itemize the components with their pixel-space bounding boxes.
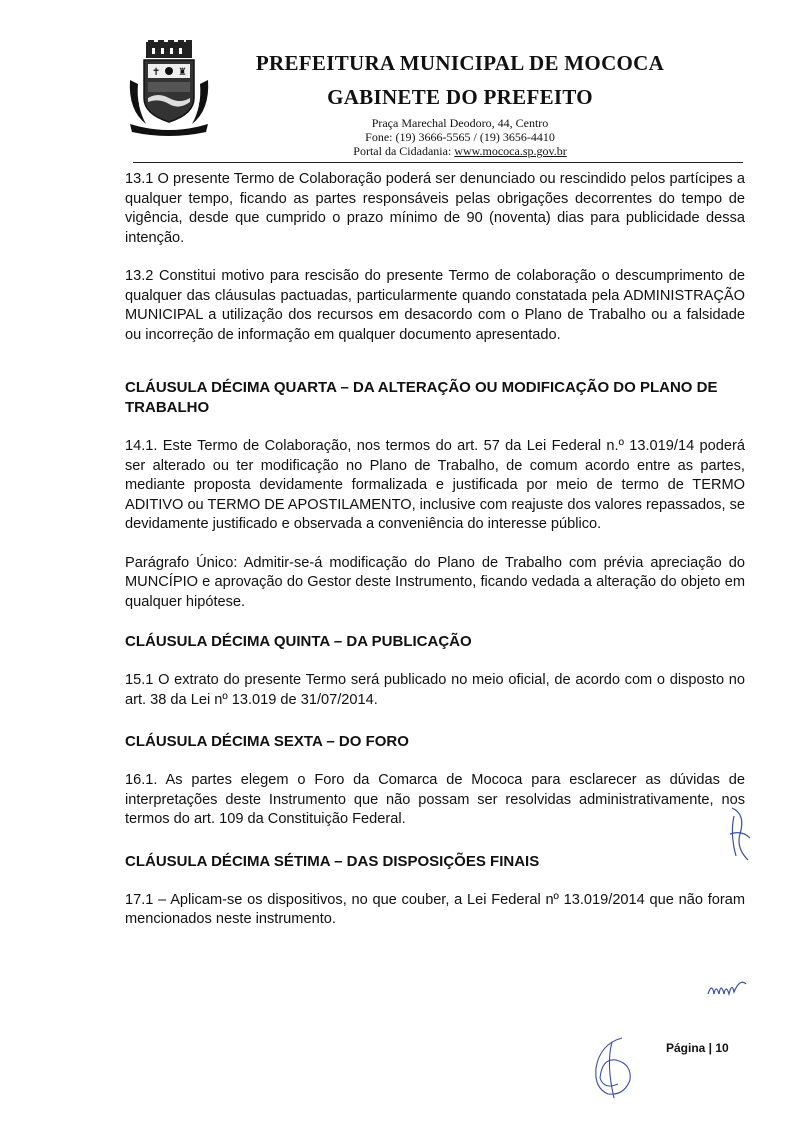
portal-label: Portal da Cidadania: <box>353 144 455 158</box>
margin-initial-signature <box>726 804 754 864</box>
portal-link[interactable]: www.mococa.sp.gov.br <box>454 144 567 158</box>
clause-17-1: 17.1 – Aplicam-se os dispositivos, no que couber, a Lei Federal nº 13.019/2014 que não foram mencionados neste instrumento. <box>125 891 745 927</box>
portal-line <box>225 144 695 158</box>
clause-13-1: 13.1 O presente Termo de Colaboração poderá ser denunciado ou rescindido pelos partícipes a qualquer tempo, ficando as partes responsáveis pelas obrigações decorrentes do tempo de vigência, desde que cumprido o prazo mínimo de 90 (noventa) dias para publicidade dessa intenção. <box>125 171 745 246</box>
municipal-crest-logo <box>126 40 212 138</box>
heading-clause-15: CLÁUSULA DÉCIMA QUINTA – DA PUBLICAÇÃO <box>125 633 472 650</box>
clause-13-2: 13.2 Constitui motivo para rescisão do presente Termo de colaboração o descumprimento de qualquer das cláusulas pactuadas, particularmente quando constatada pela ADMINISTRAÇÃO MUNICIPAL a utilização dos recursos em desacordo com o Plano de Trabalho ou a falsidade ou incorreção de informação em qualquer documento apresentado. <box>125 268 745 343</box>
phone-line: Fone: (19) 3666-5565 / (19) 3656-4410 <box>365 130 555 144</box>
page-number: Página | 10 <box>666 1041 729 1055</box>
handwritten-signature <box>588 1034 636 1100</box>
organization-name: PREFEITURA MUNICIPAL DE MOCOCA <box>255 51 665 75</box>
heading-clause-17: CLÁUSULA DÉCIMA SÉTIMA – DAS DISPOSIÇÕES FINAIS <box>125 852 540 870</box>
svg-text:♜: ♜ <box>178 67 187 78</box>
clause-14-sole-paragraph: Parágrafo Único: Admitir-se-á modificação do Plano de Trabalho com prévia apreciação do MUNCÍPIO e aprovação do Gestor deste Instrumento, ficando vedada a alteração do objeto em qualquer hipótese. <box>125 554 745 610</box>
handwritten-initials <box>706 974 752 1000</box>
heading-clause-16: CLÁUSULA DÉCIMA SEXTA – DO FORO <box>125 733 409 750</box>
document-body <box>125 170 745 930</box>
office-name: GABINETE DO PREFEITO <box>327 85 593 109</box>
clause-16-1: 16.1. As partes elegem o Foro da Comarca de Mococa para esclarecer as dúvidas de interpretações deste Instrumento que não possam ser resolvidas administrativamente, nos termos do art. 109 da Constituição Federal. <box>125 772 745 827</box>
svg-text:✝: ✝ <box>152 67 161 78</box>
header-divider <box>133 162 743 163</box>
clause-14-1: 14.1. Este Termo de Colaboração, nos termos do art. 57 da Lei Federal n.º 13.019/14 poderá ser alterado ou ter modificação no Plano de Trabalho, de comum acordo entre as partes, mediante proposta devidamente formalizada e justificada por meio de termo de TERMO ADITIVO ou TERMO DE APOSTILAMENTO, inclusive com reajuste dos valores repassados, se devidamente justificado e observada a conveniência do interesse público. <box>125 438 745 532</box>
address-line: Praça Marechal Deodoro, 44, Centro <box>371 116 549 130</box>
letterhead <box>225 50 695 158</box>
clause-15-1: 15.1 O extrato do presente Termo será publicado no meio oficial, de acordo com o disposto no art. 38 da Lei nº 13.019 de 31/07/2014. <box>125 672 745 708</box>
contact-block <box>225 116 695 158</box>
heading-clause-14: CLÁUSULA DÉCIMA QUARTA – DA ALTERAÇÃO OU MODIFICAÇÃO DO PLANO DE TRABALHO <box>125 379 718 416</box>
